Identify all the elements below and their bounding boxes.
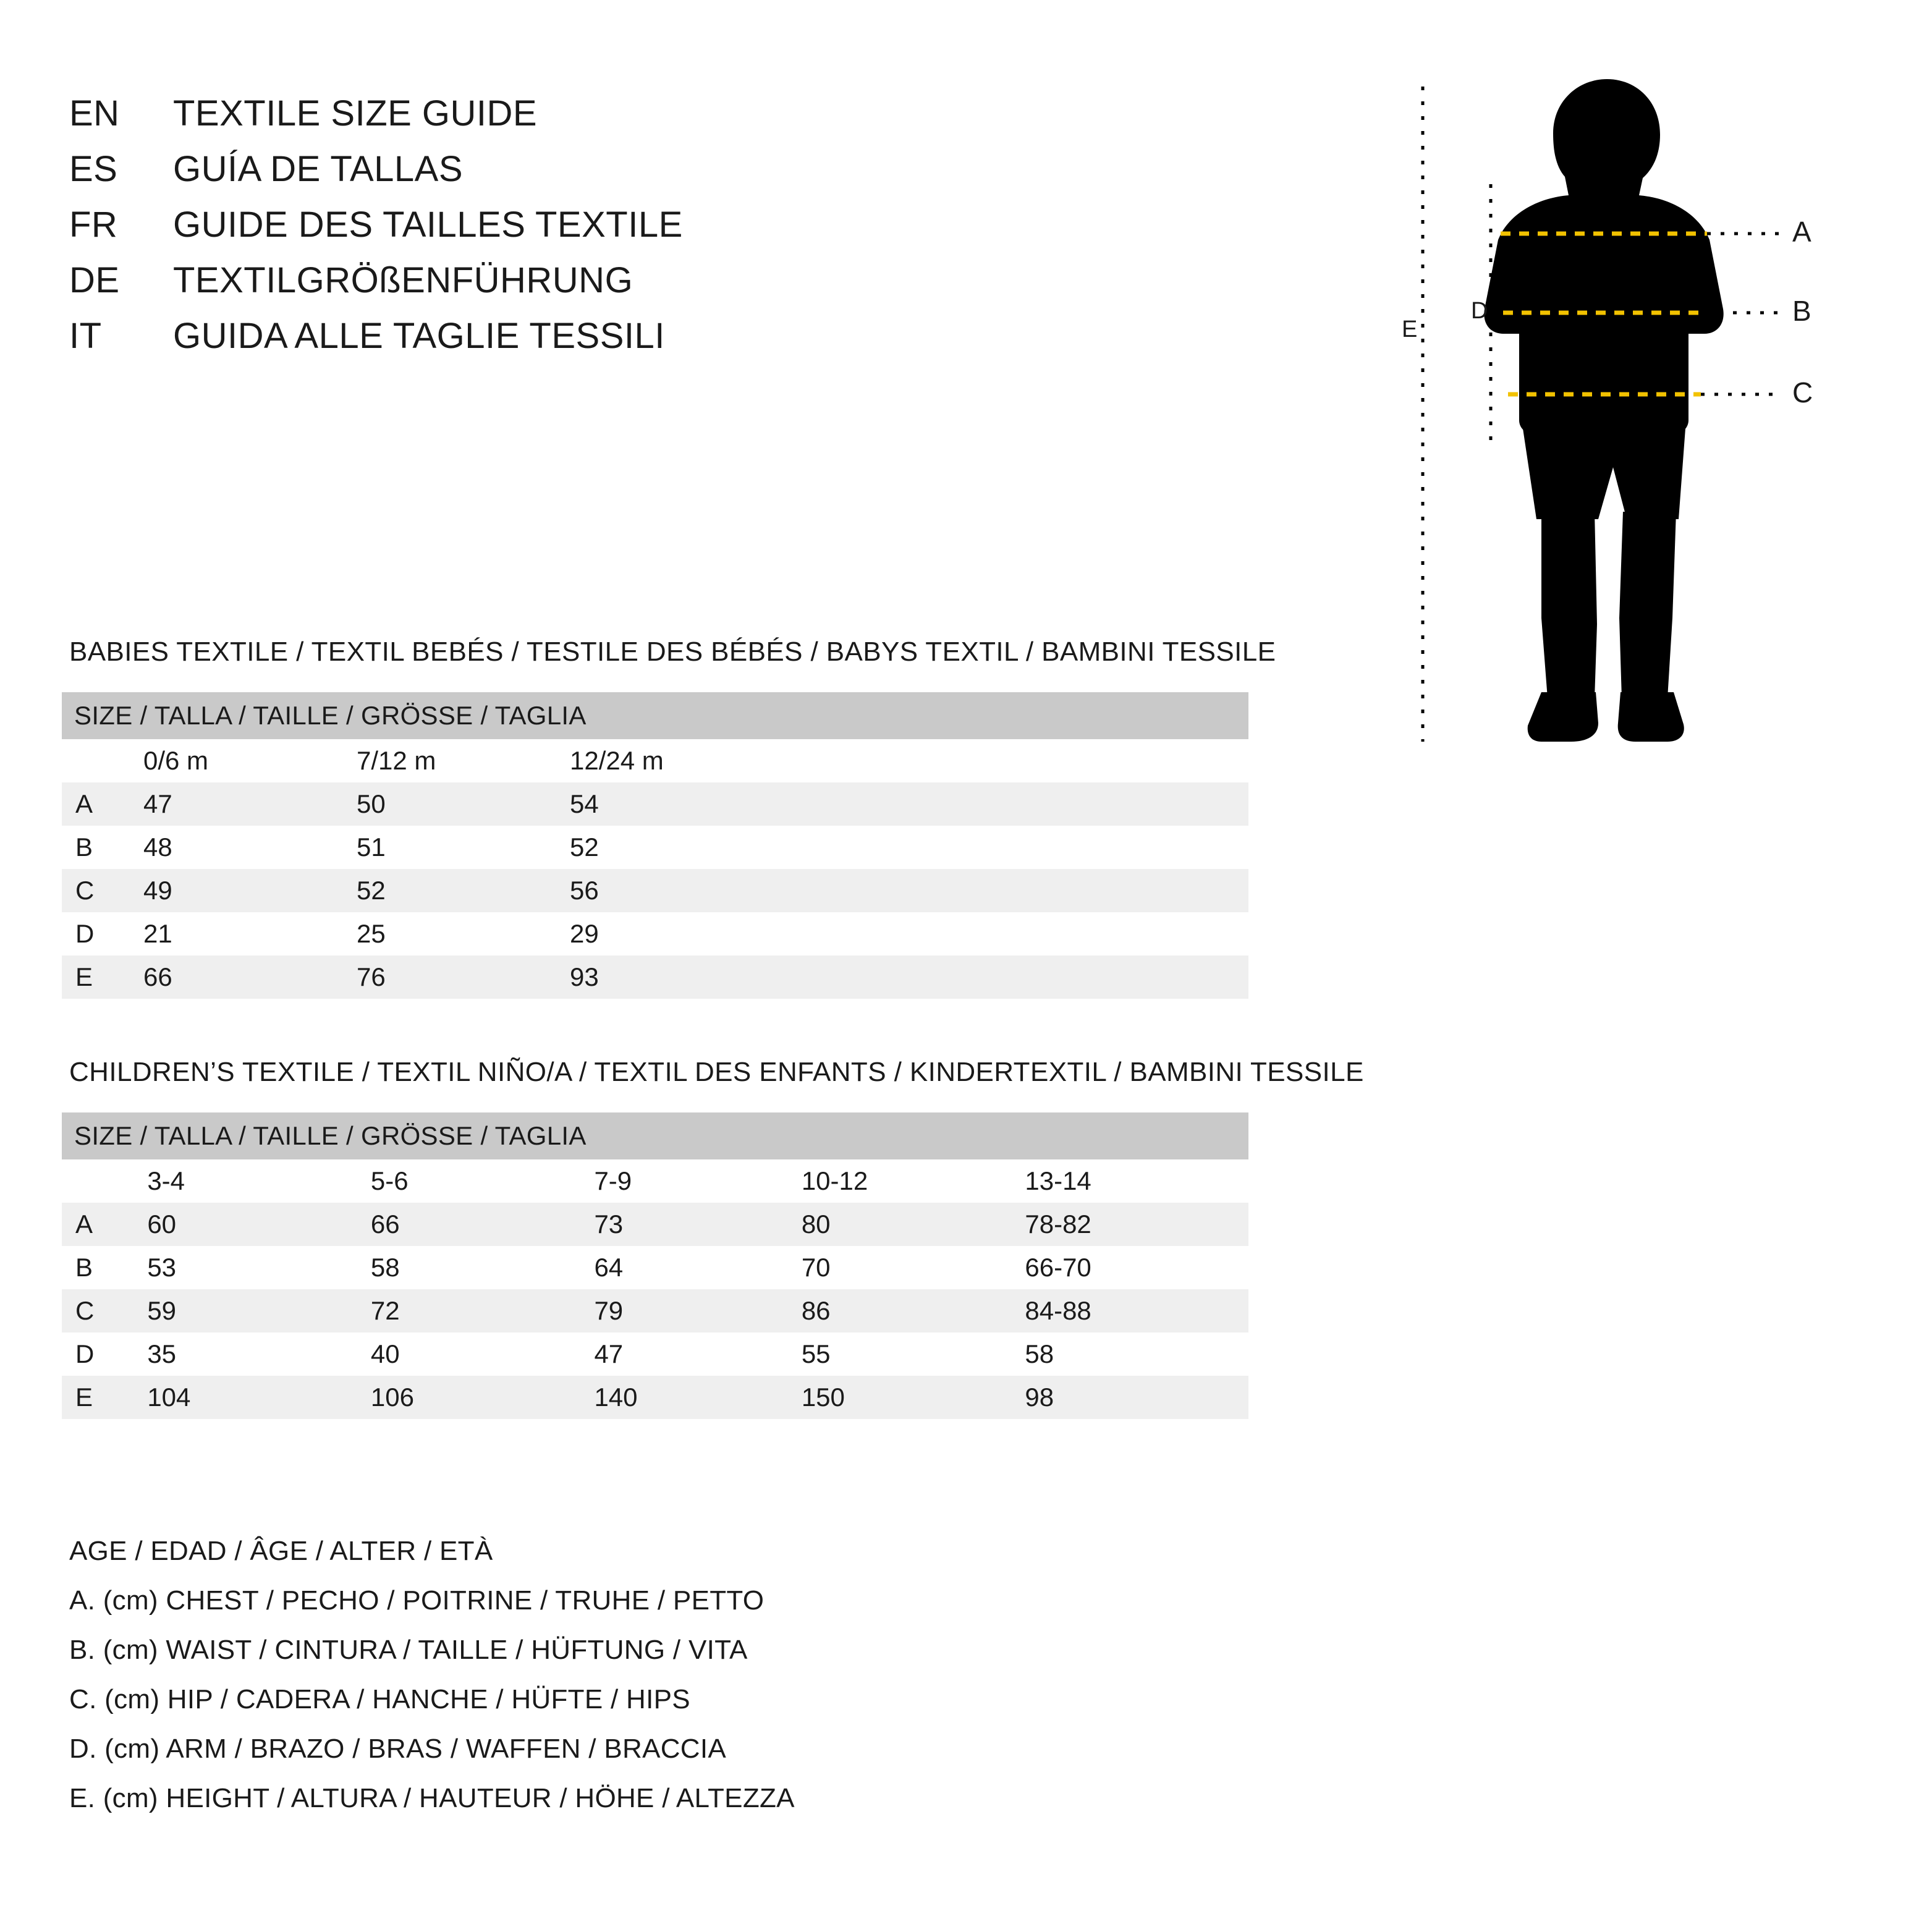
children-c-4: 84-88 [1025, 1289, 1248, 1332]
babies-size-table [62, 692, 1248, 999]
babies-column-row [62, 739, 1248, 782]
table-row [62, 955, 1248, 999]
babies-row-label-a: A [62, 782, 143, 826]
measurement-legend [69, 1527, 1429, 1823]
figure-label-b: B [1792, 295, 1811, 327]
babies-row-label-e: E [62, 955, 143, 999]
children-column-3: 10-12 [801, 1166, 868, 1195]
babies-d-0: 21 [143, 919, 172, 948]
table-row [62, 869, 1248, 912]
babies-column-spacer [783, 739, 1248, 782]
language-code-es: ES [69, 149, 118, 189]
children-row-label-a: A [62, 1203, 147, 1246]
babies-c-spacer [783, 869, 1248, 912]
legend-line-age: AGE / EDAD / ÂGE / ALTER / ETÀ [69, 1536, 493, 1566]
language-title-fr: GUIDE DES TAILLES TEXTILE [173, 205, 683, 245]
children-b-2: 64 [594, 1253, 624, 1282]
table-row [62, 826, 1248, 869]
children-row-label-e: E [62, 1376, 147, 1419]
babies-a-2: 54 [570, 782, 783, 826]
legend-line-arm: D. (cm) ARM / BRAZO / BRAS / WAFFEN / BRACCIA [69, 1734, 727, 1764]
figure-label-c: C [1792, 376, 1813, 409]
children-row-label-b: B [75, 1253, 93, 1282]
legend-line-waist: B. (cm) WAIST / CINTURA / TAILLE / HÜFTUNG / VITA [69, 1635, 748, 1665]
table-row [62, 1376, 1248, 1419]
babies-e-spacer [783, 955, 1248, 999]
children-size-table [62, 1112, 1248, 1419]
empty-corner [62, 1159, 147, 1203]
babies-row-label-b: B [75, 833, 93, 862]
language-row-fr [69, 204, 1244, 260]
table-row [62, 912, 1248, 955]
empty-corner [62, 739, 143, 782]
babies-column-0: 0/6 m [143, 746, 209, 775]
children-row-label-d: D [75, 1339, 95, 1368]
babies-c-2: 56 [570, 869, 783, 912]
language-title-en: TEXTILE SIZE GUIDE [173, 93, 538, 133]
children-c-3: 86 [802, 1289, 1025, 1332]
children-b-4: 66-70 [1025, 1253, 1091, 1282]
children-d-2: 47 [594, 1339, 624, 1368]
babies-column-1: 7/12 m [357, 746, 436, 775]
child-silhouette [1484, 79, 1723, 742]
table-header-row [62, 692, 1248, 739]
figure-label-e: E [1402, 316, 1418, 342]
language-title-es: GUÍA DE TALLAS [173, 149, 464, 189]
babies-a-spacer [783, 782, 1248, 826]
language-title-list [69, 93, 1244, 371]
children-d-3: 55 [801, 1339, 831, 1368]
babies-d-spacer [783, 912, 1248, 955]
language-code-en: EN [69, 93, 120, 133]
babies-e-1: 76 [357, 955, 570, 999]
children-e-0: 104 [147, 1376, 371, 1419]
table-row [62, 1289, 1248, 1332]
children-column-1: 5-6 [370, 1166, 409, 1195]
language-row-en [69, 93, 1244, 148]
children-d-0: 35 [147, 1339, 177, 1368]
babies-e-2: 93 [570, 955, 783, 999]
babies-c-0: 49 [143, 869, 357, 912]
table-row [62, 782, 1248, 826]
children-e-3: 150 [802, 1376, 1025, 1419]
babies-b-0: 48 [143, 833, 172, 862]
children-e-1: 106 [371, 1376, 595, 1419]
language-row-de [69, 260, 1244, 315]
babies-a-1: 50 [357, 782, 570, 826]
language-title-it: GUIDA ALLE TAGLIE TESSILI [173, 316, 665, 356]
children-a-1: 66 [371, 1203, 595, 1246]
table-row [62, 1203, 1248, 1246]
children-section-title: CHILDREN’S TEXTILE / TEXTIL NIÑO/A / TEXTIL DES ENFANTS / KINDERTEXTIL / BAMBINI TESSILE [69, 1057, 1364, 1087]
babies-column-2: 12/24 m [570, 746, 664, 775]
legend-line-hip: C. (cm) HIP / CADERA / HANCHE / HÜFTE / HIPS [69, 1684, 690, 1714]
babies-b-1: 51 [357, 833, 386, 862]
children-c-2: 79 [594, 1289, 801, 1332]
babies-e-0: 66 [143, 955, 357, 999]
table-row [62, 1246, 1248, 1289]
babies-a-0: 47 [143, 782, 357, 826]
children-d-4: 58 [1025, 1339, 1054, 1368]
children-column-0: 3-4 [147, 1166, 185, 1195]
babies-d-1: 25 [357, 919, 386, 948]
language-row-it [69, 315, 1244, 371]
babies-section-title: BABIES TEXTILE / TEXTIL BEBÉS / TESTILE DES BÉBÉS / BABYS TEXTIL / BAMBINI TESSILE [69, 637, 1276, 667]
children-e-4: 98 [1025, 1376, 1248, 1419]
children-d-1: 40 [370, 1339, 400, 1368]
babies-b-spacer [783, 826, 1248, 869]
language-row-es [69, 148, 1244, 204]
children-a-3: 80 [802, 1203, 1025, 1246]
table-header-row [62, 1112, 1248, 1159]
table-row [62, 1332, 1248, 1376]
babies-row-label-c: C [62, 869, 143, 912]
measurement-figure [1402, 74, 1879, 760]
children-e-2: 140 [594, 1376, 801, 1419]
children-row-label-c: C [62, 1289, 147, 1332]
children-b-0: 53 [147, 1253, 177, 1282]
children-a-2: 73 [594, 1203, 801, 1246]
language-code-fr: FR [69, 205, 118, 245]
babies-row-label-d: D [75, 919, 95, 948]
language-title-de: TEXTILGRÖßENFÜHRUNG [173, 260, 633, 300]
babies-d-2: 29 [570, 919, 599, 948]
children-c-1: 72 [371, 1289, 595, 1332]
language-code-it: IT [69, 316, 102, 356]
children-b-1: 58 [370, 1253, 400, 1282]
babies-b-2: 52 [570, 833, 599, 862]
children-a-4: 78-82 [1025, 1203, 1248, 1246]
children-column-2: 7-9 [594, 1166, 632, 1195]
children-b-3: 70 [801, 1253, 831, 1282]
legend-line-chest: A. (cm) CHEST / PECHO / POITRINE / TRUHE / PETTO [69, 1585, 765, 1616]
children-c-0: 59 [147, 1289, 371, 1332]
language-code-de: DE [69, 260, 120, 300]
children-column-row [62, 1159, 1248, 1203]
children-a-0: 60 [147, 1203, 371, 1246]
children-table-header: SIZE / TALLA / TAILLE / GRÖSSE / TAGLIA [62, 1112, 1248, 1159]
children-column-4: 13-14 [1025, 1166, 1091, 1195]
figure-label-d: D [1471, 298, 1488, 324]
babies-table-header: SIZE / TALLA / TAILLE / GRÖSSE / TAGLIA [62, 692, 1248, 739]
babies-c-1: 52 [357, 869, 570, 912]
legend-line-height: E. (cm) HEIGHT / ALTURA / HAUTEUR / HÖHE / ALTEZZA [69, 1783, 795, 1813]
figure-label-a: A [1792, 216, 1811, 248]
